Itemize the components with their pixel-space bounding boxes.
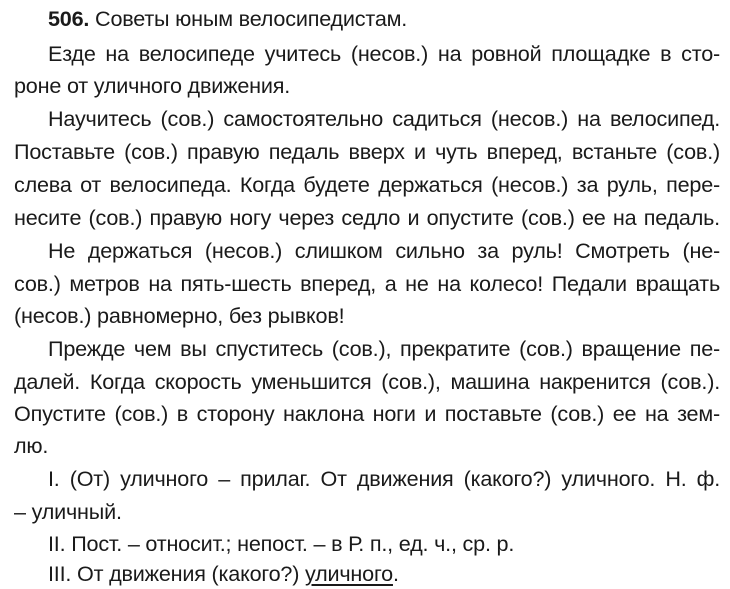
analysis-suffix: . bbox=[392, 561, 399, 586]
analysis-line-1: I. (От) уличного – прилаг. От движения (какого?) уличного. Н. ф. bbox=[48, 466, 720, 491]
text-line: Поставьте (сов.) правую педаль вверх и чуть вперед, встаньте (сов.) bbox=[14, 139, 720, 164]
text-line: Езде на велосипеде учитесь (несов.) на ровной площадке в сто- bbox=[48, 41, 720, 66]
text-line: Научитесь (сов.) самостоятельно садиться (несов.) на велосипед. bbox=[48, 106, 720, 131]
text-line: (несов.) равномерно, без рывков! bbox=[14, 303, 345, 328]
analysis-line-3 bbox=[48, 563, 399, 585]
exercise-number: 506. bbox=[48, 6, 90, 31]
analysis-line-2: II. Пост. – относит.; непост. – в Р. п., ед. ч., ср. р. bbox=[48, 531, 515, 556]
analysis-prefix: III. От движения (какого?) bbox=[48, 561, 305, 586]
text-line: несите (сов.) правую ногу через седло и опустите (сов.) ее на педаль. bbox=[14, 205, 720, 230]
text-line: Прежде чем вы спуститесь (сов.), прекратите (сов.) вращение пе- bbox=[48, 336, 720, 361]
underlined-word: уличного bbox=[304, 561, 393, 586]
exercise-title: Советы юным велосипедистам. bbox=[95, 6, 408, 31]
text-line: далей. Когда скорость уменьшится (сов.), машина накренится (сов.). bbox=[14, 369, 720, 394]
text-line: слева от велосипеда. Когда будете держаться (несов.) за руль, пере- bbox=[14, 172, 720, 197]
text-line: лю. bbox=[14, 433, 49, 458]
text-line: сов.) метров на пять-шесть вперед, а не на колесо! Педали вращать bbox=[14, 271, 720, 296]
text-line: Не держаться (несов.) слишком сильно за руль! Смотреть (не- bbox=[48, 238, 720, 263]
text-line: Опустите (сов.) в сторону наклона ноги и поставьте (сов.) ее на зем- bbox=[14, 401, 720, 426]
text-line: роне от уличного движения. bbox=[14, 73, 291, 98]
exercise-heading bbox=[48, 8, 407, 30]
analysis-line-1-cont: – уличный. bbox=[14, 499, 122, 524]
